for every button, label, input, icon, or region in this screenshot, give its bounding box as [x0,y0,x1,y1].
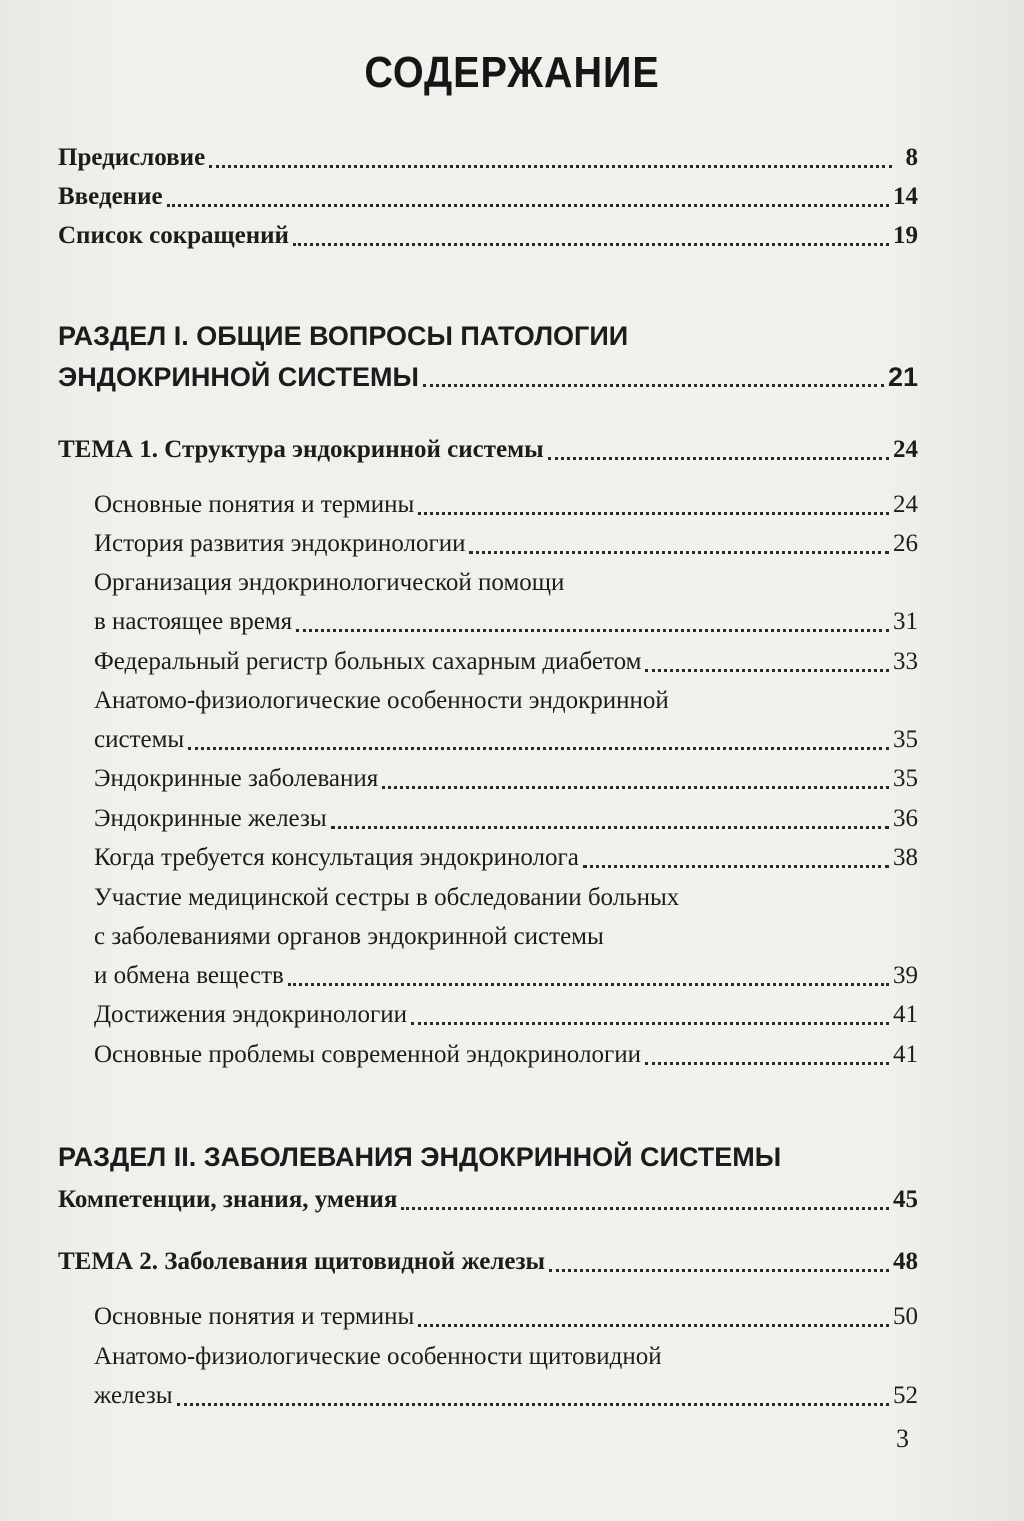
toc-entry-page: 24 [893,436,918,463]
toc-entry-label: Список сокращений [58,222,289,249]
toc-entry-topic-2 [58,1242,918,1282]
toc-entry-page: 19 [893,222,918,249]
toc-entry-topic-1 [58,430,918,470]
toc-entry-page: 45 [893,1186,918,1213]
section-2-heading: РАЗДЕЛ II. ЗАБОЛЕВАНИЯ ЭНДОКРИННОЙ СИСТЕМЫ [58,1142,782,1172]
toc-entry [94,524,918,564]
leader-dots [382,784,889,789]
toc-entry-label: и обмена веществ [94,962,284,989]
toc-entry-label: История развития эндокринологии [94,530,466,557]
leader-dots [418,1322,889,1327]
leader-dots [167,202,889,207]
toc-entry-page: 26 [893,530,918,557]
leader-dots [548,455,889,460]
leader-dots [411,1020,889,1025]
toc-entry-introduction [58,177,918,217]
leader-dots [288,981,889,986]
toc-entry-page: 8 [905,144,918,171]
leader-dots [177,1401,889,1406]
toc-entry-page: 48 [893,1248,918,1275]
toc-entry-label: Когда требуется консультация эндокринолога [94,844,579,871]
leader-dots [188,745,889,750]
toc-entry-label: Участие медицинской сестры в обследовании больных [94,884,680,911]
toc-entry-page: 31 [893,608,918,635]
toc-entry-section-1 [58,357,918,397]
toc-entry-label: Основные понятия и термины [94,1303,415,1330]
toc-entry-page: 38 [893,844,918,871]
toc-entry-label: Основные понятия и термины [94,491,415,518]
toc-entry [94,838,918,878]
leader-dots [549,1267,889,1272]
toc-entry-label: Предисловие [58,144,206,171]
leader-dots [469,549,889,554]
toc-entry-page: 33 [893,648,918,675]
leader-dots [209,163,892,168]
leader-dots [293,241,889,246]
toc-entry-label: Анатомо-физиологические особенности эндокринной [94,687,669,714]
leader-dots [296,627,889,632]
toc-entry-page: 35 [893,765,918,792]
toc-entry [94,1297,918,1337]
toc-entry-label: ТЕМА 1. Структура эндокринной системы [58,436,544,463]
toc-entry-page: 41 [893,1001,918,1028]
toc-entry-label: ТЕМА 2. Заболевания щитовидной железы [58,1248,546,1275]
toc-entry-label: Федеральный регистр больных сахарным диабетом [94,648,642,675]
page-title: СОДЕРЖАНИЕ [364,48,660,97]
toc-entry-label: Организация эндокринологической помощи [94,569,565,596]
toc-entry-page: 24 [893,491,918,518]
section-1-heading: РАЗДЕЛ I. ОБЩИЕ ВОПРОСЫ ПАТОЛОГИИ [58,321,629,351]
toc-entry-label: Анатомо-физиологические особенности щитовидной [94,1343,662,1370]
toc-entry-competencies [58,1180,918,1220]
leader-dots [418,510,889,515]
toc-entry-page: 52 [893,1382,918,1409]
toc-entry [94,799,918,839]
toc-entry-label: с заболеваниями органов эндокринной системы [94,923,604,950]
toc-entry [94,995,918,1035]
toc-entry-preface [58,138,918,178]
leader-dots [423,382,884,387]
toc-entry-page: 39 [893,962,918,989]
toc-entry [94,720,918,760]
toc-entry-label: Введение [58,183,163,210]
toc-entry [94,602,918,642]
leader-dots [331,824,889,829]
toc-entry-label: в настоящее время [94,608,293,635]
toc-entry-label: Эндокринные железы [94,805,327,832]
toc-entry-page: 21 [887,362,918,392]
toc-entry-label: Компетенции, знания, умения [58,1186,398,1213]
toc-entry-page: 50 [893,1303,918,1330]
toc-entry-page: 36 [893,805,918,832]
leader-dots [645,1060,889,1065]
toc-entry-page: 35 [893,726,918,753]
toc-entry-page: 41 [893,1041,918,1068]
toc-entry-label: Основные проблемы современной эндокринологии [94,1041,641,1068]
toc-entry-abbreviations [58,216,918,256]
toc-entry [94,642,918,682]
toc-entry-page: 14 [893,183,918,210]
toc-entry [94,956,918,996]
page-number: 3 [896,1424,909,1453]
toc-entry-label: ЭНДОКРИННОЙ СИСТЕМЫ [58,362,419,392]
toc-entry [94,759,918,799]
toc-entry-label: Эндокринные заболевания [94,765,379,792]
leader-dots [645,667,889,672]
leader-dots [583,863,889,868]
toc-entry [94,1035,918,1075]
toc-entry-label: железы [94,1382,173,1409]
toc-entry [94,1376,918,1416]
toc-entry [94,485,918,525]
toc-entry-label: системы [94,726,185,753]
toc-entry-label: Достижения эндокринологии [94,1001,408,1028]
leader-dots [401,1205,889,1210]
